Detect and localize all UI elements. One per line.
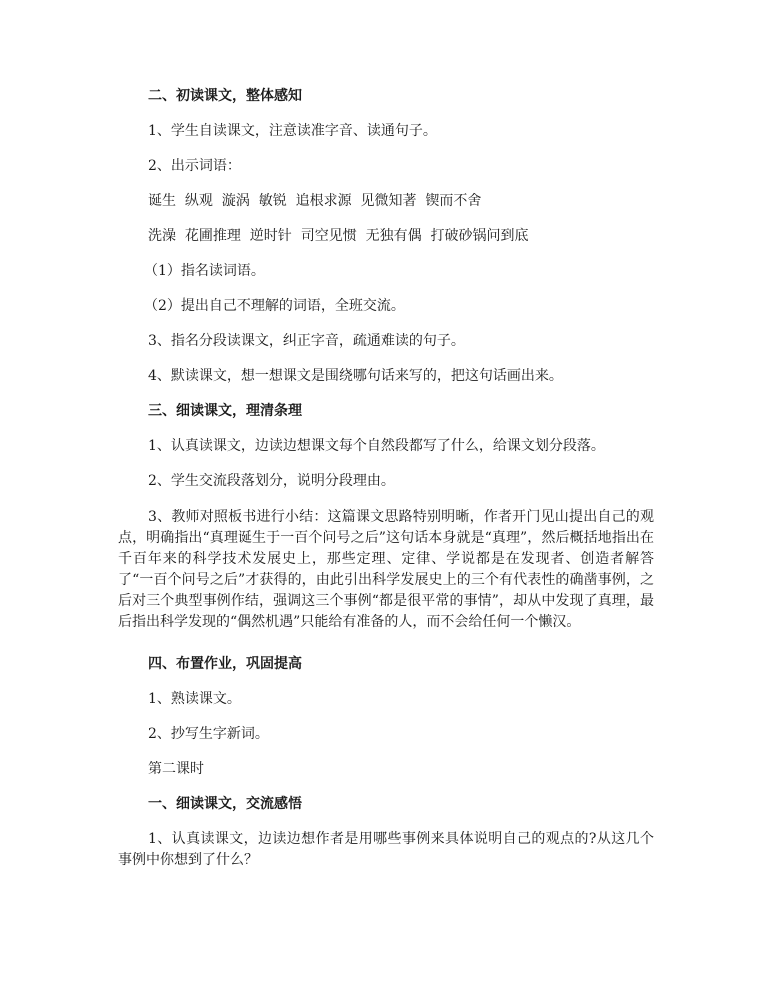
section-heading-3: 三、细读课文，理清条理 — [148, 403, 302, 419]
list-item: 4、默读课文，想一想课文是围绕哪句话来写的，把这句话画出来。 — [148, 368, 563, 384]
word-list-line-1: 诞生 纵观 漩涡 敏锐 追根求源 见微知著 锲而不舍 — [148, 193, 482, 209]
section-heading-2: 二、初读课文，整体感知 — [148, 88, 302, 104]
lesson2-paragraph: 1、认真读课文，边读边想作者是用哪些事例来具体说明自己的观点的?从这几个事例中你想到了什么？ — [118, 831, 654, 868]
list-item: 2、学生交流段落划分，说明分段理由。 — [148, 473, 395, 489]
summary-paragraph: 3、教师对照板书进行小结：这篇课文思路特别明晰，作者开门见山提出自己的观点，明确指出“真理诞生于一百个问号之后”这句话本身就是“真理”，然后概括地指出在千百年来的科学技术发展史上，那些定理、定律、学说都是在发现者、创造者解答了“一百个问号之后”才获得的，由此引出科学发展史上的三个有代表性的确凿事例，之后对三个典型事例作结，强调这三个事例“都是很平常的事情”，却从中发现了真理，最后指出科学发现的“偶然机遇”只能给有准备的人，而不会给任何一个懒汉。 — [118, 509, 654, 630]
word-list-line-2: 洗澡 花圃推理 逆时针 司空见惯 无独有偶 打破砂锅问到底 — [148, 228, 529, 244]
list-item: 1、熟读课文。 — [148, 691, 241, 707]
list-item: 3、指名分段读课文，纠正字音，疏通难读的句子。 — [148, 333, 465, 349]
lesson-title: 第二课时 — [148, 761, 204, 777]
list-item: 1、认真读课文，边读边想课文每个自然段都写了什么，给课文划分段落。 — [148, 438, 605, 454]
list-item: 2、抄写生字新词。 — [148, 726, 269, 742]
list-item: 1、学生自读课文，注意读准字音、读通句子。 — [148, 123, 437, 139]
sub-item: （1）指名读词语。 — [144, 263, 265, 279]
sub-item: （2）提出自己不理解的词语，全班交流。 — [144, 298, 405, 314]
section-heading-lesson2-1: 一、细读课文，交流感悟 — [148, 796, 302, 812]
section-heading-4: 四、布置作业，巩固提高 — [148, 656, 302, 672]
list-item: 2、出示词语： — [148, 158, 241, 174]
